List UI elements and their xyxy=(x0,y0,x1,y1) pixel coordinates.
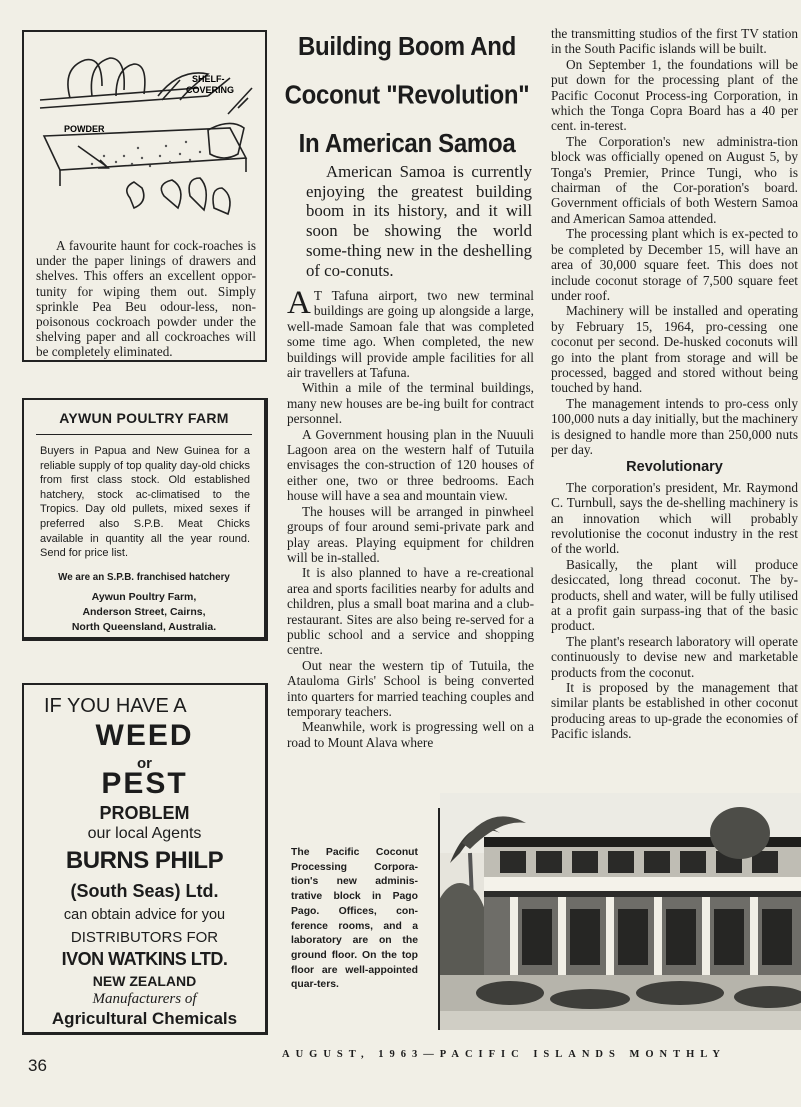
article-paragraph: A Government housing plan in the Nuuuli Lagoon area on the western half of Tutuila envisages the con-struction of 120 houses of either one, two or three bedrooms. Each house will have a sea and mountain view. xyxy=(287,426,534,504)
building-photo-image xyxy=(440,793,801,1030)
article-paragraph: Within a mile of the terminal buildings, many new houses are be-ing built for contract personnel. xyxy=(287,380,534,427)
weed-ad-line-12: NEW ZEALAND xyxy=(92,973,197,989)
poultry-farm-ad xyxy=(22,398,268,641)
weed-ad-line-10: DISTRIBUTORS FOR xyxy=(70,929,219,946)
poultry-ad-franchise: We are an S.P.B. franchised hatchery xyxy=(58,572,230,583)
article-subhead: Revolutionary xyxy=(626,459,723,476)
poultry-ad-rule xyxy=(36,434,252,435)
article-column-3 xyxy=(551,26,798,742)
article-column-2 xyxy=(287,285,534,750)
weed-ad-line-9: can obtain advice for you xyxy=(63,907,226,923)
cockroach-ad-text: A favourite haunt for cock-roaches is under the paper linings of drawers and shelves. This offers an excellent oppor-tunity for wiping them out. Simply sprinkle Pea Beu odour-less, non-poisonous cockroach powder under the shelving paper and all cockroaches will be completely eliminated. xyxy=(36,238,256,360)
weed-ad-line-5: PROBLEM xyxy=(99,803,190,823)
article-paragraph: The processing plant which is ex-pected to be completed by December 15, will have an area of 30,000 square feet. This does not include coconut storage of 7,500 square feet under roof. xyxy=(551,226,798,303)
article-headline: Building Boom And Coconut "Revolution" In American Samoa xyxy=(284,32,530,159)
weed-ad-line-14: Agricultural Chemicals xyxy=(51,1009,238,1028)
article-paragraph: the transmitting studios of the first TV station in the South Pacific islands will be built. xyxy=(551,26,798,57)
article-deck: American Samoa is currently enjoying the greatest building boom in its history, and it will soon be showing the world some-thing new in the deshelling of co-conuts. xyxy=(306,162,532,280)
article-paragraph: Basically, the plant will produce desiccated, long thread coconut. The by-products, shell and water, will be fully utilised at a profit gain surpass-ing that of the basic product. xyxy=(551,556,798,634)
drawer-illustration xyxy=(30,38,260,230)
article-paragraph: The plant's research laboratory will operate continuously to devise new and marketable products from the coconut. xyxy=(551,633,798,680)
article-paragraph: The houses will be arranged in pinwheel groups of four around semi-private park and play areas. Playing equipment for children will be in-stalled. xyxy=(287,503,534,565)
page-footer: AUGUST, 1963—PACIFIC ISLANDS MONTHLY xyxy=(282,1049,726,1060)
label-covering: COVERING xyxy=(186,85,235,95)
cockroach-ad-box xyxy=(22,30,267,362)
building-photo xyxy=(440,793,801,1030)
article-paragraph: A T Tafuna airport, two new terminal buildings are going up alongside a large, well-made Samoan fale that was completed some time ago. When completed, the new buildings will provide ample facilities for all air travellers at Tafuna. xyxy=(287,285,534,381)
article-paragraph: The corporation's president, Mr. Raymond C. Turnbull, says the de-shelling machinery is an innovation which will probably revolutionise the coconut industry in the rest of the world. xyxy=(551,479,798,557)
weed-pest-ad xyxy=(22,683,268,1035)
article-paragraph: It is also planned to have a re-creational area and sports facilities nearby for adults and children, plus a small boat marina and a club-restaurant. Sites are also being re-served for a public school and a service and shopping centre. xyxy=(287,565,534,658)
article-paragraph: Out near the western tip of Tutuila, the Atauloma Girls' School is being converted into quarters for married teaching couples and temporary teachers. xyxy=(287,657,534,719)
poultry-ad-body: Buyers in Papua and New Guinea for a reliable supply of top quality day-old chicks from first class stock. Old established hatchery, stock ac-climatised to the Tropics. Day old pullets, mixed sexes if preferred also S.P.B. Meat Chicks available in quantity all the year round. Send for price list. xyxy=(40,445,250,560)
weed-ad-line-11: IVON WATKINS LTD. xyxy=(61,949,228,969)
photo-caption: The Pacific Coconut Processing Corpora-tion's new adminis-trative block in Pago Pago. Offices, con-ference rooms, and a laboratory are on the ground floor. On the top floor are well-appointed quar-ters. xyxy=(291,847,418,991)
weed-ad-line-2: WEED xyxy=(95,719,194,752)
article-paragraph: Machinery will be installed and operating by February 15, 1964, pro-cessing one coconut per second. De-husked coconuts will go into the plant from storage and will be processed, bagged and stored without being touched by hand. xyxy=(551,303,798,396)
article-paragraph: It is proposed by the management that similar plants be established in other coconut producing areas to up-grade the economies of Pacific islands. xyxy=(551,680,798,742)
weed-ad-line-4: PEST xyxy=(101,767,188,800)
page-number: 36 xyxy=(28,1056,47,1075)
poultry-ad-address: Aywun Poultry Farm, Anderson Street, Cairns, North Queensland, Australia. xyxy=(71,591,217,633)
label-powder: POWDER xyxy=(64,124,105,134)
label-shelf: SHELF- xyxy=(192,74,225,84)
weed-ad-line-13: Manufacturers of xyxy=(92,991,197,1007)
drop-cap: A xyxy=(287,285,311,321)
weed-ad-line-6: our local Agents xyxy=(87,825,202,842)
weed-ad-line-8: (South Seas) Ltd. xyxy=(70,881,219,901)
weed-ad-line-7: BURNS PHILP xyxy=(65,847,224,874)
weed-ad-line-1: IF YOU HAVE A xyxy=(44,695,187,717)
article-paragraph: On September 1, the foundations will be put down for the processing plant of the Pacific Coconut Process-ing Corporation, in which the Tonga Copra Board has a 40 per cent. in-terest. xyxy=(551,56,798,134)
article-paragraph: Meanwhile, work is progressing well on a road to Mount Alava where xyxy=(287,719,534,750)
poultry-ad-title: AYWUN POULTRY FARM xyxy=(59,410,229,426)
article-paragraph: The Corporation's new administra-tion block was officially opened on August 5, by Tonga's Premier, Prince Tungi, who is chairman of the Cor-poration's board. Government officials of both Western Samoa and American Samoa attended. xyxy=(551,133,798,226)
article-paragraph: The management intends to pro-cess only 100,000 nuts a day initially, but the machinery is designed to handle more than 250,000 nuts per day. xyxy=(551,395,798,457)
weed-ad-line-3: or xyxy=(137,755,152,772)
